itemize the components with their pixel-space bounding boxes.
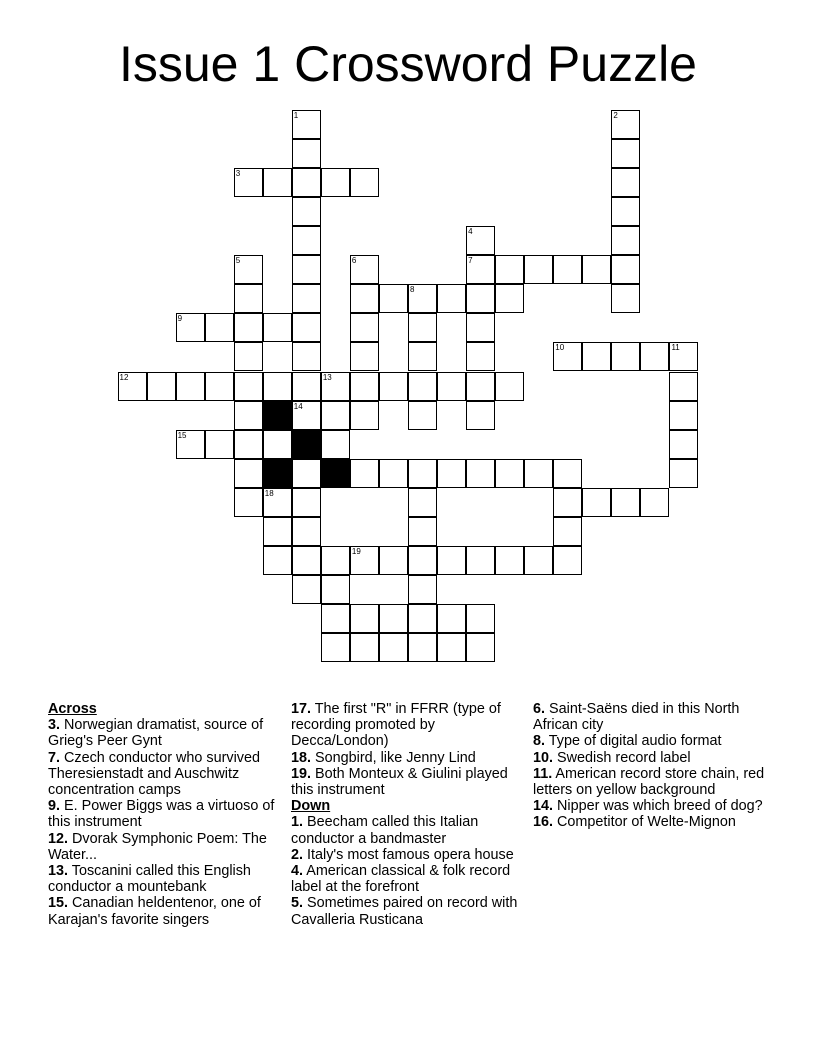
- grid-cell[interactable]: [437, 459, 466, 488]
- grid-cell[interactable]: [379, 604, 408, 633]
- grid-cell[interactable]: [147, 372, 176, 401]
- clue-item-text: Norwegian dramatist, source of Grieg's Peer Gynt: [48, 717, 264, 750]
- grid-cell[interactable]: [350, 255, 379, 284]
- grid-cell[interactable]: [234, 342, 263, 371]
- grid-cell[interactable]: [234, 313, 263, 342]
- grid-cell[interactable]: [234, 255, 263, 284]
- clue-number: 13: [322, 372, 332, 382]
- clue-item-text: Nipper was which breed of dog?: [553, 798, 763, 815]
- grid-cell[interactable]: [553, 517, 582, 546]
- clues-heading: Down: [291, 798, 331, 815]
- grid-cell[interactable]: [553, 546, 582, 575]
- grid-cell[interactable]: [292, 255, 321, 284]
- clue-item-text: Sometimes paired on record with Cavalleria Rusticana: [291, 895, 518, 928]
- grid-cell[interactable]: [408, 546, 437, 575]
- grid-cell[interactable]: [669, 459, 698, 488]
- grid-cell[interactable]: [408, 401, 437, 430]
- grid-cell[interactable]: [553, 488, 582, 517]
- grid-cell[interactable]: [321, 401, 350, 430]
- clue-item-number: 9.: [48, 798, 61, 815]
- clues-heading: Across: [48, 701, 97, 717]
- clue-item-text: Toscanini called this English conductor a mountebank: [48, 863, 251, 896]
- clue-item-text: American record store chain, red letters on yellow background: [533, 765, 765, 799]
- clues-column-2: [291, 701, 527, 928]
- clue-item: [533, 766, 765, 798]
- clue-item-text: Italy's most famous opera house: [303, 846, 514, 863]
- grid-cell[interactable]: [263, 546, 292, 575]
- clue-number: 5: [235, 256, 241, 266]
- grid-cell[interactable]: [408, 604, 437, 633]
- grid-cell[interactable]: [611, 488, 640, 517]
- grid-cell[interactable]: [466, 284, 495, 313]
- grid-cell[interactable]: [379, 459, 408, 488]
- black-cell: [321, 459, 350, 488]
- grid-cell[interactable]: [263, 488, 292, 517]
- grid-cell[interactable]: [437, 372, 466, 401]
- clue-item-number: 2.: [291, 846, 304, 863]
- grid-cell[interactable]: [292, 401, 321, 430]
- grid-cell[interactable]: [292, 226, 321, 255]
- clue-number: 8: [410, 285, 415, 295]
- grid-cell[interactable]: [292, 284, 321, 313]
- grid-cell[interactable]: [321, 575, 350, 604]
- grid-cell[interactable]: [669, 430, 698, 459]
- clue-item-text: E. Power Biggs was a virtuoso of this instrument: [48, 798, 275, 831]
- grid-cell[interactable]: [292, 110, 321, 139]
- grid-cell[interactable]: [263, 430, 292, 459]
- grid-cell[interactable]: [292, 342, 321, 371]
- grid-cell[interactable]: [495, 546, 524, 575]
- clue-item: [291, 701, 527, 750]
- clue-number: 2: [613, 111, 618, 121]
- grid-cell[interactable]: [350, 168, 379, 197]
- clue-item-text: Both Monteux & Giulini played this instrument: [291, 765, 508, 799]
- grid-cell[interactable]: [205, 313, 234, 342]
- grid-cell[interactable]: [524, 459, 553, 488]
- clue-item: [291, 750, 527, 766]
- grid-cell[interactable]: [437, 284, 466, 313]
- grid-cell[interactable]: [408, 517, 437, 546]
- black-cell: [263, 459, 292, 488]
- clue-item-number: 15.: [48, 895, 69, 912]
- clue-item: [48, 798, 280, 830]
- grid-cell[interactable]: [466, 604, 495, 633]
- clue-item: [533, 798, 765, 814]
- grid-cell[interactable]: [495, 284, 524, 313]
- grid-cell[interactable]: [611, 255, 640, 284]
- clue-item-number: 5.: [291, 895, 304, 912]
- grid-cell[interactable]: [437, 604, 466, 633]
- grid-cell[interactable]: [669, 372, 698, 401]
- grid-cell[interactable]: [321, 372, 350, 401]
- clue-item: [291, 863, 527, 895]
- clue-item-number: 14.: [533, 798, 554, 815]
- grid-cell[interactable]: [466, 401, 495, 430]
- clue-number: 19: [351, 546, 361, 556]
- grid-cell[interactable]: [611, 342, 640, 371]
- grid-cell[interactable]: [466, 255, 495, 284]
- grid-cell[interactable]: [292, 313, 321, 342]
- grid-cell[interactable]: [176, 372, 205, 401]
- grid-cell[interactable]: [553, 255, 582, 284]
- grid-cell[interactable]: [408, 459, 437, 488]
- clue-number: 3: [235, 169, 241, 179]
- grid-cell[interactable]: [205, 372, 234, 401]
- grid-cell[interactable]: [234, 488, 263, 517]
- grid-cell[interactable]: [321, 604, 350, 633]
- clue-number: 4: [468, 227, 473, 237]
- grid-cell[interactable]: [466, 372, 495, 401]
- clue-number: 6: [351, 256, 357, 266]
- clue-item-text: American classical & folk record label at the forefront: [291, 863, 511, 896]
- grid-cell[interactable]: [292, 459, 321, 488]
- clue-item-number: 3.: [48, 717, 61, 734]
- clue-item: [533, 814, 765, 830]
- grid-cell[interactable]: [466, 342, 495, 371]
- grid-cell[interactable]: [379, 633, 408, 662]
- clue-item: [291, 847, 527, 863]
- clue-item: [48, 831, 280, 863]
- clue-item-number: 11.: [533, 765, 553, 782]
- clue-item: [533, 750, 765, 766]
- clue-number: 7: [468, 256, 473, 266]
- grid-cell[interactable]: [408, 575, 437, 604]
- grid-cell[interactable]: [495, 255, 524, 284]
- clue-item-number: 7.: [48, 749, 61, 766]
- grid-cell[interactable]: [350, 401, 379, 430]
- grid-cell[interactable]: [379, 546, 408, 575]
- grid-cell[interactable]: [611, 226, 640, 255]
- grid-cell[interactable]: [582, 255, 611, 284]
- clue-item-number: 16.: [533, 814, 554, 831]
- grid-cell[interactable]: [495, 372, 524, 401]
- grid-cell[interactable]: [292, 575, 321, 604]
- grid-cell[interactable]: [611, 197, 640, 226]
- grid-cell[interactable]: [495, 459, 524, 488]
- clue-number: 18: [264, 488, 274, 498]
- clue-item-number: 18.: [291, 749, 312, 766]
- clue-item: [48, 717, 280, 749]
- grid-cell[interactable]: [582, 488, 611, 517]
- grid-cell[interactable]: [611, 139, 640, 168]
- clue-item-number: 12.: [48, 830, 69, 847]
- clue-number: 14: [293, 401, 303, 411]
- grid-cell[interactable]: [640, 342, 669, 371]
- clues-column-1: [48, 701, 280, 928]
- grid-cell[interactable]: [234, 430, 263, 459]
- grid-cell[interactable]: [205, 430, 234, 459]
- grid-cell[interactable]: [611, 110, 640, 139]
- grid-cell[interactable]: [118, 372, 147, 401]
- grid-cell[interactable]: [408, 284, 437, 313]
- grid-cell[interactable]: [350, 546, 379, 575]
- clue-item-text: Beecham called this Italian conductor a bandmaster: [291, 814, 479, 847]
- grid-cell[interactable]: [292, 139, 321, 168]
- grid-cell[interactable]: [263, 372, 292, 401]
- grid-cell[interactable]: [524, 255, 553, 284]
- grid-cell[interactable]: [234, 372, 263, 401]
- clue-item-text: Canadian heldentenor, one of Karajan's favorite singers: [48, 895, 261, 928]
- clue-item: [291, 766, 527, 798]
- clue-item: [48, 750, 280, 799]
- clue-item: [48, 895, 280, 927]
- grid-cell[interactable]: [379, 284, 408, 313]
- grid-cell[interactable]: [408, 372, 437, 401]
- black-cell: [263, 401, 292, 430]
- grid-cell[interactable]: [350, 604, 379, 633]
- grid-cell[interactable]: [553, 459, 582, 488]
- grid-cell[interactable]: [176, 430, 205, 459]
- clue-item-number: 4.: [291, 863, 304, 880]
- grid-cell[interactable]: [437, 633, 466, 662]
- grid-cell[interactable]: [640, 488, 669, 517]
- grid-cell[interactable]: [263, 517, 292, 546]
- grid-cell[interactable]: [408, 488, 437, 517]
- grid-cell[interactable]: [466, 633, 495, 662]
- clue-item-text: Type of digital audio format: [545, 733, 722, 750]
- grid-cell[interactable]: [350, 459, 379, 488]
- page-title: Issue 1 Crossword Puzzle: [118, 36, 697, 92]
- black-cell: [292, 430, 321, 459]
- clue-item-number: 10.: [533, 749, 554, 766]
- clue-item: [533, 733, 765, 749]
- clue-item-number: 19.: [291, 765, 312, 782]
- grid-cell[interactable]: [234, 168, 263, 197]
- grid-cell[interactable]: [292, 488, 321, 517]
- grid-cell[interactable]: [176, 313, 205, 342]
- clue-item-text: Saint-Saëns died in this North African city: [533, 701, 740, 734]
- clue-item-text: Songbird, like Jenny Lind: [311, 749, 476, 766]
- grid-cell[interactable]: [466, 459, 495, 488]
- grid-cell[interactable]: [321, 633, 350, 662]
- grid-cell[interactable]: [263, 168, 292, 197]
- grid-cell[interactable]: [292, 372, 321, 401]
- clue-item-number: 17.: [291, 701, 312, 717]
- clue-number: 9: [177, 314, 183, 324]
- clue-number: 11: [671, 343, 680, 353]
- grid-cell[interactable]: [408, 313, 437, 342]
- clue-item-number: 6.: [533, 701, 546, 717]
- grid-cell[interactable]: [466, 546, 495, 575]
- clue-item-number: 1.: [291, 814, 304, 831]
- grid-cell[interactable]: [350, 313, 379, 342]
- clue-item-text: Competitor of Welte-Mignon: [553, 814, 736, 831]
- grid-cell[interactable]: [466, 313, 495, 342]
- grid-cell[interactable]: [263, 313, 292, 342]
- clue-number: 1: [293, 111, 299, 121]
- grid-cell[interactable]: [350, 372, 379, 401]
- grid-cell[interactable]: [611, 284, 640, 313]
- grid-cell[interactable]: [582, 342, 611, 371]
- clue-number: 15: [177, 430, 187, 440]
- grid-cell[interactable]: [350, 633, 379, 662]
- grid-cell[interactable]: [321, 430, 350, 459]
- grid-cell[interactable]: [466, 226, 495, 255]
- grid-cell[interactable]: [292, 517, 321, 546]
- grid-cell[interactable]: [234, 284, 263, 313]
- clue-item: [533, 701, 765, 733]
- grid-cell[interactable]: [669, 342, 698, 371]
- grid-cell[interactable]: [292, 197, 321, 226]
- clue-number: 12: [119, 372, 129, 382]
- grid-cell[interactable]: [234, 459, 263, 488]
- grid-cell[interactable]: [379, 372, 408, 401]
- grid-cell[interactable]: [408, 342, 437, 371]
- grid-cell[interactable]: [611, 168, 640, 197]
- grid-cell[interactable]: [350, 342, 379, 371]
- clue-item-text: Swedish record label: [553, 749, 691, 766]
- clue-item: [291, 814, 527, 846]
- grid-cell[interactable]: [437, 546, 466, 575]
- clue-item-text: Czech conductor who survived Theresienstadt and Auschwitz concentration camps: [48, 749, 260, 799]
- grid-cell[interactable]: [553, 342, 582, 371]
- grid-cell[interactable]: [524, 546, 553, 575]
- grid-cell[interactable]: [234, 401, 263, 430]
- clue-item-text: Dvorak Symphonic Poem: The Water...: [48, 830, 267, 863]
- grid-cell[interactable]: [350, 284, 379, 313]
- clue-item: [291, 895, 527, 927]
- clue-item: [48, 863, 280, 895]
- clue-number: 10: [555, 343, 565, 353]
- clues-column-3: [533, 701, 765, 831]
- grid-cell[interactable]: [292, 546, 321, 575]
- grid-cell[interactable]: [292, 168, 321, 197]
- grid-cell[interactable]: [321, 168, 350, 197]
- grid-cell[interactable]: [669, 401, 698, 430]
- grid-cell[interactable]: [408, 633, 437, 662]
- grid-cell[interactable]: [321, 546, 350, 575]
- clue-item-number: 13.: [48, 863, 69, 880]
- clue-item-text: The first "R" in FFRR (type of recording promoted by Decca/London): [291, 701, 501, 750]
- clue-item-number: 8.: [533, 733, 546, 750]
